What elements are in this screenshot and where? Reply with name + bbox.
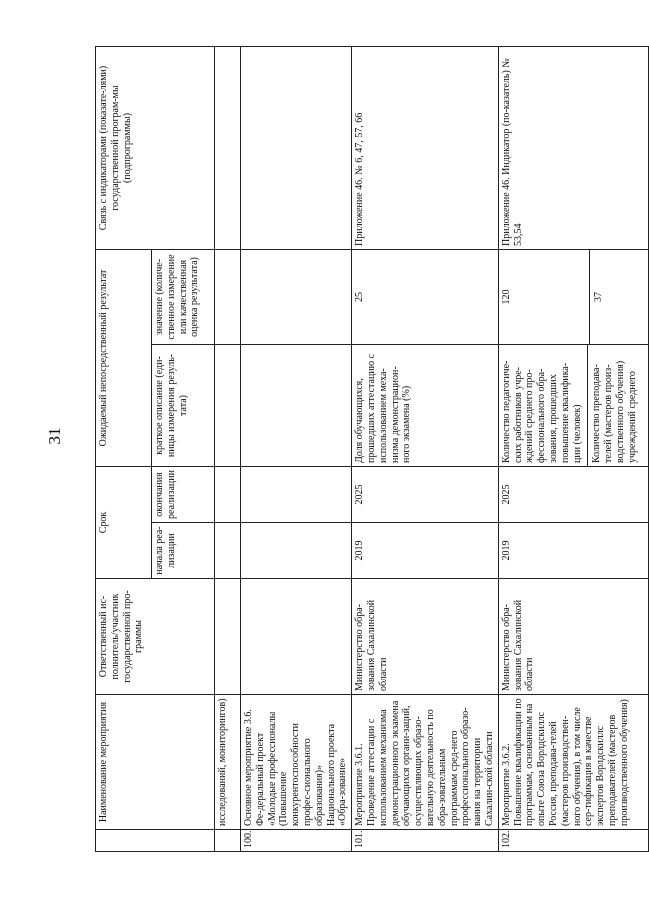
row-start bbox=[215, 523, 241, 579]
table-row bbox=[241, 46, 352, 851]
row-responsible: Министерство обра-зования Сахалинской области bbox=[352, 579, 499, 695]
row-desc: Доля обучающихся, прошедших аттестацию с использованием меха-низма демонстрацион-ного экзамена (%) bbox=[352, 345, 499, 467]
header-term-start: начала реа-лизации bbox=[152, 523, 215, 579]
header-name: Наименование мероприятия bbox=[96, 695, 215, 830]
row-value: 25 bbox=[352, 249, 499, 344]
row-indicator bbox=[241, 46, 352, 249]
table-row bbox=[215, 46, 241, 851]
row-num: 102. bbox=[498, 830, 648, 852]
row-num: 101. bbox=[352, 830, 499, 852]
row-end bbox=[241, 467, 352, 523]
row-name: Мероприятие 3.6.2. Повышение квалификации по программам, основанным на опыте Союза Ворлдскиллс Россия, преподава-телей (мастеров производствен-ного обучения), в том числе сер-тификация в качестве экспертов Ворлдскиллс преподавателей (мастеров производственного обучения) bbox=[498, 695, 648, 830]
row-start: 2019 bbox=[352, 523, 499, 579]
header-indicators: Связь с индикаторами (показате-лями) государственной програм-мы (подпрограммы) bbox=[96, 46, 215, 249]
row-end bbox=[215, 467, 241, 523]
row-num bbox=[215, 830, 241, 852]
row-desc bbox=[215, 345, 241, 467]
header-num bbox=[96, 830, 215, 852]
row-desc-cell bbox=[498, 345, 648, 467]
table-area bbox=[95, 47, 638, 852]
row-end: 2025 bbox=[498, 467, 648, 523]
row-value-cell bbox=[498, 249, 648, 344]
row-value bbox=[215, 249, 241, 344]
header-term: Срок bbox=[96, 467, 152, 579]
row-indicator: Приложение 46. № 6, 47, 57, 66 bbox=[352, 46, 499, 249]
header-term-end: окончания реализации bbox=[152, 467, 215, 523]
row-responsible bbox=[215, 579, 241, 695]
table-row bbox=[498, 46, 648, 851]
row-responsible bbox=[241, 579, 352, 695]
row-name: Основное мероприятие 3.6. Фе-деральный проект «Молодые профессионалы (Повышение конкурентоспособности профес-сионального образования)» Национального проекта «Обра-зование» bbox=[241, 695, 352, 830]
row-start: 2019 bbox=[498, 523, 648, 579]
row-indicator bbox=[215, 46, 241, 249]
header-result: Ожидаемый непосредственный результат bbox=[96, 249, 152, 466]
row-value-2: 37 bbox=[589, 250, 605, 344]
header-result-desc: краткое описание (еди-ницы измерения резуль-тата) bbox=[152, 345, 215, 467]
table-row bbox=[352, 46, 499, 851]
row-value bbox=[241, 249, 352, 344]
header-responsible: Ответственный ис-полнитель/участник государственной про-граммы bbox=[96, 579, 215, 695]
row-desc: Количество педагогиче-ских работников учре-ждений среднего про-фессионального обра-зования, прошедших повышение квалифика-ции (человек) bbox=[500, 360, 583, 463]
header-row-1 bbox=[96, 46, 152, 851]
header-result-value: значение (количе-ственное измерение или качественная оценка результата) bbox=[152, 249, 215, 344]
row-num: 100. bbox=[241, 830, 352, 852]
rotated-table-container bbox=[95, 47, 638, 852]
row-desc bbox=[241, 345, 352, 467]
row-start bbox=[241, 523, 352, 579]
row-indicator: Приложение 46. Индикатор (по-казатель) № 53,54 bbox=[498, 46, 648, 249]
row-name: Мероприятие 3.6.1. Проведение аттестации с использованием механизма демонстрационного экзамена обучающихся органи-заций, осуществляющих образо-вательную деятельность по обра-зовательным программам сред-него профессионального образо-вания на территории Сахалин-ской области bbox=[352, 695, 499, 830]
row-value: 120 bbox=[500, 289, 512, 305]
row-end: 2025 bbox=[352, 467, 499, 523]
row-responsible: Министерство обра-зования Сахалинской области bbox=[498, 579, 648, 695]
row-desc-2: Количество преподава-телей (мастеров произ-водственного обучения) учреждений среднего bbox=[587, 345, 638, 466]
activities-table bbox=[95, 46, 649, 852]
page-number: 31 bbox=[45, 427, 64, 445]
row-name: исследований, мониторингов) bbox=[215, 695, 241, 830]
